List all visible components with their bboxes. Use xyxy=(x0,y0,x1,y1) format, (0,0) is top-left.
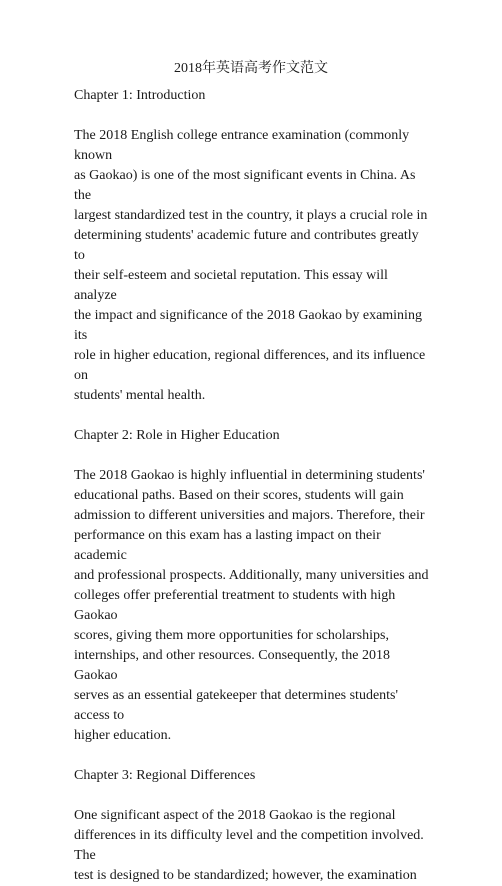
paragraph-gap xyxy=(74,746,432,766)
paragraph-gap xyxy=(74,446,432,466)
text-line: scores, giving them more opportunities for scholarships, xyxy=(74,628,389,643)
text-line: their self-esteem and societal reputation. This essay will analyze xyxy=(74,268,388,303)
section-heading: Chapter 3: Regional Differences xyxy=(74,768,256,783)
document-body xyxy=(74,86,432,886)
paragraph xyxy=(74,126,432,406)
text-line: The 2018 Gaokao is highly influential in determining students' xyxy=(74,468,425,483)
text-line: The 2018 English college entrance examination (commonly known xyxy=(74,128,410,163)
paragraph xyxy=(74,466,432,746)
text-line: as Gaokao) is one of the most significant events in China. As the xyxy=(74,168,416,203)
section-heading: Chapter 1: Introduction xyxy=(74,88,206,103)
paragraph xyxy=(74,806,432,886)
section-higher-education xyxy=(74,426,432,746)
text-line: and professional prospects. Additionally, many universities and xyxy=(74,568,429,583)
paragraph-gap xyxy=(74,106,432,126)
paragraph-gap xyxy=(74,406,432,426)
text-line: colleges offer preferential treatment to students with high Gaokao xyxy=(74,588,396,623)
text-line: differences in its difficulty level and the competition involved. The xyxy=(74,828,424,863)
text-line: higher education. xyxy=(74,728,172,743)
text-line: educational paths. Based on their scores, students will gain xyxy=(74,488,404,503)
text-line: largest standardized test in the country, it plays a crucial role in xyxy=(74,208,428,223)
text-line: One significant aspect of the 2018 Gaokao is the regional xyxy=(74,808,396,823)
text-line: performance on this exam has a lasting impact on their academic xyxy=(74,528,381,563)
text-line: determining students' academic future and contributes greatly to xyxy=(74,228,419,263)
paragraph-gap xyxy=(74,786,432,806)
document-title: 2018年英语高考作文范文 xyxy=(174,61,328,76)
text-line: serves as an essential gatekeeper that determines students' access to xyxy=(74,688,399,723)
text-line: students' mental health. xyxy=(74,388,206,403)
text-line: internships, and other resources. Consequently, the 2018 Gaokao xyxy=(74,648,390,683)
text-line: role in higher education, regional differences, and its influence on xyxy=(74,348,426,383)
text-line: admission to different universities and majors. Therefore, their xyxy=(74,508,425,523)
section-introduction xyxy=(74,86,432,406)
text-line: test is designed to be standardized; however, the examination xyxy=(74,868,417,883)
section-regional-differences xyxy=(74,766,432,886)
section-heading: Chapter 2: Role in Higher Education xyxy=(74,428,280,443)
text-line: the impact and significance of the 2018 Gaokao by examining its xyxy=(74,308,422,343)
